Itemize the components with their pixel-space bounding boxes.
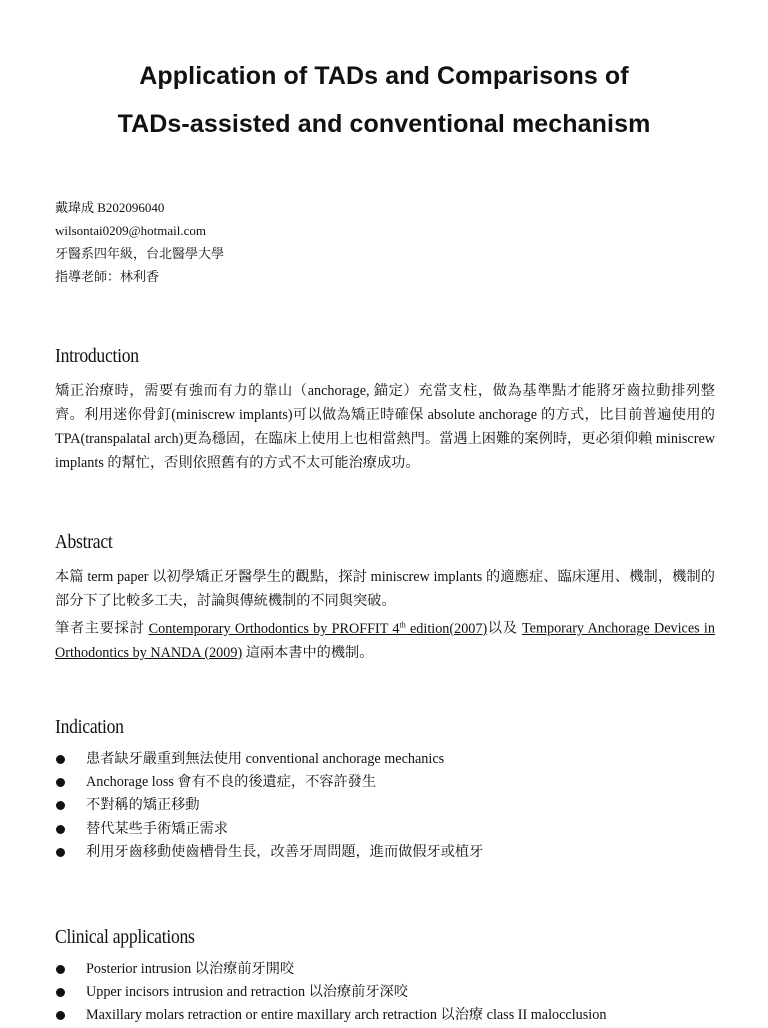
reference-proffit-sup: th xyxy=(399,620,406,629)
bullet-icon xyxy=(56,988,65,997)
bullet-icon xyxy=(56,848,65,857)
abstract-body xyxy=(55,565,715,665)
author-name: 戴瑋成 B202096040 xyxy=(55,200,165,215)
list-item xyxy=(55,958,715,981)
list-item xyxy=(55,794,715,817)
list-item xyxy=(55,841,715,864)
clinical-applications-list xyxy=(55,958,715,1028)
reference-nanda: Temporary Anchorage Devices in Orthodontics by NANDA (2009) xyxy=(55,620,715,661)
reference-proffit-title: Contemporary Orthodontics by PROFFIT 4 xyxy=(148,620,400,637)
abstract-text: 本篇 term paper 以初學矯正牙醫學生的觀點，探討 miniscrew implants 的適應症、臨床運用、機制，機制的部分下了比較多工夫，討論與傳統機制的不同與突破。 xyxy=(55,569,715,609)
bullet-icon xyxy=(56,778,65,787)
bullet-icon xyxy=(56,965,65,974)
list-item-text: Upper incisors intrusion and retraction 以治療前牙深咬 xyxy=(86,984,408,1001)
clinical-applications-heading: Clinical applications xyxy=(55,926,195,948)
abstract-ref-prefix: 筆者主要採討 xyxy=(55,620,149,637)
abstract-ref-mid: 以及 xyxy=(487,620,522,637)
title-line-1: Application of TADs and Comparisons of xyxy=(139,62,629,90)
list-item-text: Maxillary molars retraction or entire maxillary arch retraction 以治療 class II malocclusion xyxy=(86,1007,607,1024)
abstract-ref-suffix: 這兩本書中的機制。 xyxy=(242,644,374,661)
list-item xyxy=(55,748,715,771)
list-item xyxy=(55,1004,715,1027)
author-email[interactable]: wilsontai0209@hotmail.com xyxy=(55,223,206,238)
list-item-text: 不對稱的矯正移動 xyxy=(86,797,200,814)
author-block xyxy=(55,196,224,288)
author-advisor: 指導老師：林利香 xyxy=(55,269,160,284)
abstract-references xyxy=(55,613,715,665)
list-item-text: Posterior intrusion 以治療前牙開咬 xyxy=(86,961,295,977)
reference-proffit-edition: edition(2007) xyxy=(405,620,488,637)
list-item-text: Anchorage loss 會有不良的後遺症，不容許發生 xyxy=(86,774,377,791)
introduction-section xyxy=(55,345,715,475)
list-item-text: 替代某些手術矯正需求 xyxy=(86,820,228,837)
bullet-icon xyxy=(56,825,65,834)
indication-section xyxy=(55,716,715,864)
indication-heading: Indication xyxy=(55,716,124,738)
introduction-text: 矯正治療時，需要有強而有力的靠山（anchorage, 錨定）充當支柱，做為基準點才能將牙齒拉動排列整齊。利用迷你骨釘(miniscrew implants)可以做為矯正時確保 absolute anchorage 的方式，比目前普遍使用的 TPA(transpalatal arch)更為穩固，在臨床上使用上也相當熱門。當遇上困難的案例時，更必須仰賴 miniscrew implants 的幫忙，否則依照舊有的方式不太可能治療成功。 xyxy=(55,383,715,471)
introduction-heading: Introduction xyxy=(55,345,139,367)
clinical-applications-section xyxy=(55,926,715,1028)
bullet-icon xyxy=(56,755,65,764)
bullet-icon xyxy=(56,801,65,810)
list-item-text: 患者缺牙嚴重到無法使用 conventional anchorage mechanics xyxy=(86,751,445,767)
title-line-2: TADs-assisted and conventional mechanism xyxy=(117,110,651,138)
list-item xyxy=(55,818,715,841)
list-item xyxy=(55,981,715,1004)
reference-proffit xyxy=(149,621,488,637)
author-affiliation: 牙醫系四年級，台北醫學大學 xyxy=(55,246,225,261)
bullet-icon xyxy=(56,1011,65,1020)
abstract-heading: Abstract xyxy=(55,531,113,553)
list-item xyxy=(55,771,715,794)
abstract-section xyxy=(55,531,715,665)
indication-list xyxy=(55,748,715,864)
list-item-text: 利用牙齒移動使齒槽骨生長，改善牙周問題，進而做假牙或植牙 xyxy=(86,843,484,860)
